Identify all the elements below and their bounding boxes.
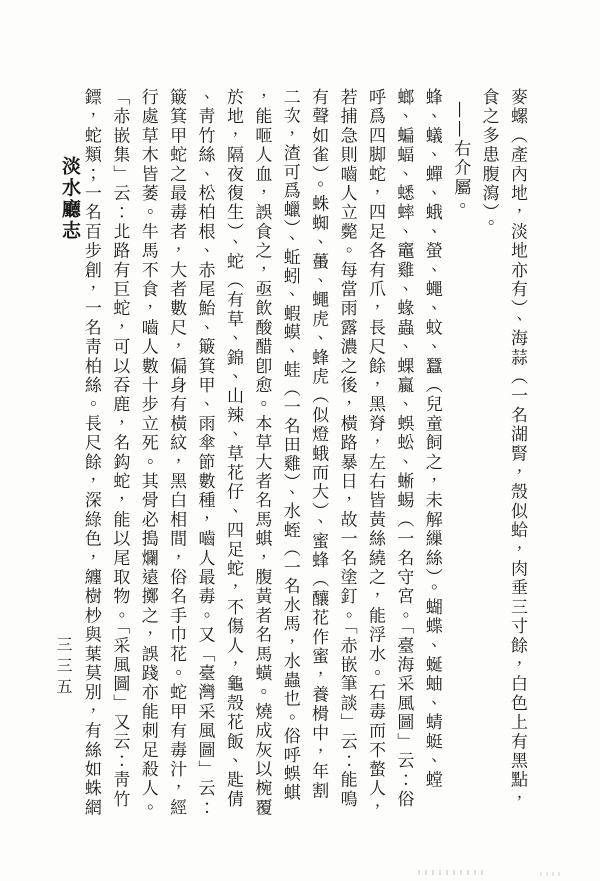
text-column-12: 、靑竹絲、松柏根、赤尾鮐、簸箕甲、雨傘節數種，嚙人最毒。又「臺灣采風圖」云： [194,88,215,818]
text-column-2: 食之多患腹瀉）。 [478,88,499,234]
text-column-6: 呼爲四脚蛇，四足各有爪，長尺餘，黑脊，左右皆黃絲繞之，能浮水。石毒而不螫人， [364,88,385,818]
scan-noise-mark-2 [540,872,562,876]
scan-noise-mark [418,870,488,875]
text-column-10: ，能咂人血，誤食之，亟飲酸醋卽愈。本草大者名馬蜞，腹黃者名馬蟥。燒成灰以椀覆 [251,88,272,818]
text-column-4: 蜂、蟻、蟬、蛾、螢、蠅、蚊、蠶（兒童飼之，未解繅絲）。蝴蝶、蜒蚰、蜻蜓、螳 [421,88,442,790]
text-column-7: 若捕急則嚙人立斃。每當雨露濃之後，橫路暴日，故一名塗釘。「赤嵌筆談」云：能鳴 [336,88,357,810]
text-column-9: 二次，渣可爲蠟）、蚯蚓、蝦蟆、蛙（一名田雞）、水蛭（一名水馬，水蟲也。俗呼蜈蜞 [279,88,300,803]
page-number: 三三五 [54,636,73,699]
margin-book-title: 淡水廳志 [59,156,81,242]
text-column-5: 螂、蝙蝠、蟋蟀、竈雞、蝝蟲、蜾蠃、蜈蚣、蜥蜴（一名守宮。「臺海采風圖」云：俗 [393,88,414,810]
text-column-8: 有聲如雀）。蛛蜘、蠆、蠅虎、蜂虎（似燈蛾而大）、蜜蜂（釀花作蜜，養榾中，年割 [308,88,329,801]
text-column-14: 行處草木皆萎。牛馬不食，嚙人數十步立死。其骨必搗爛遠擲之，誤踐亦能刺足殺人。 [137,88,158,818]
main-text-block [76,88,531,823]
text-column-15: 「赤嵌集」云：北路有巨蛇，可以吞鹿，名鈎蛇，能以尾取物。「采風圖」又云：靑竹 [109,88,130,810]
text-column-16: 鏢，蛇類；一名百步創，一名靑柏絲。長尺餘，深綠色，纏樹杪與葉莫別，有絲如蛛網 [80,88,101,818]
text-column-3-section-end: ——右介屬。 [450,101,471,217]
text-column-1: 麥螺（產內地，淡地亦有）、海蒜（一名湖腎，殼似蛤，肉垂三寸餘，白色上有黑點， [507,88,527,810]
text-column-13: 簸箕甲蛇之最毒者，大者數尺，偏身有橫紋，黑白相間，俗名手巾花。蛇甲有毒汁，經 [166,88,187,818]
text-column-11: 於地，隔夜復生）、蛇（有草、錦、山辣、草花仔、四足蛇，不傷人，龜殼花飯、匙倩 [222,88,243,810]
